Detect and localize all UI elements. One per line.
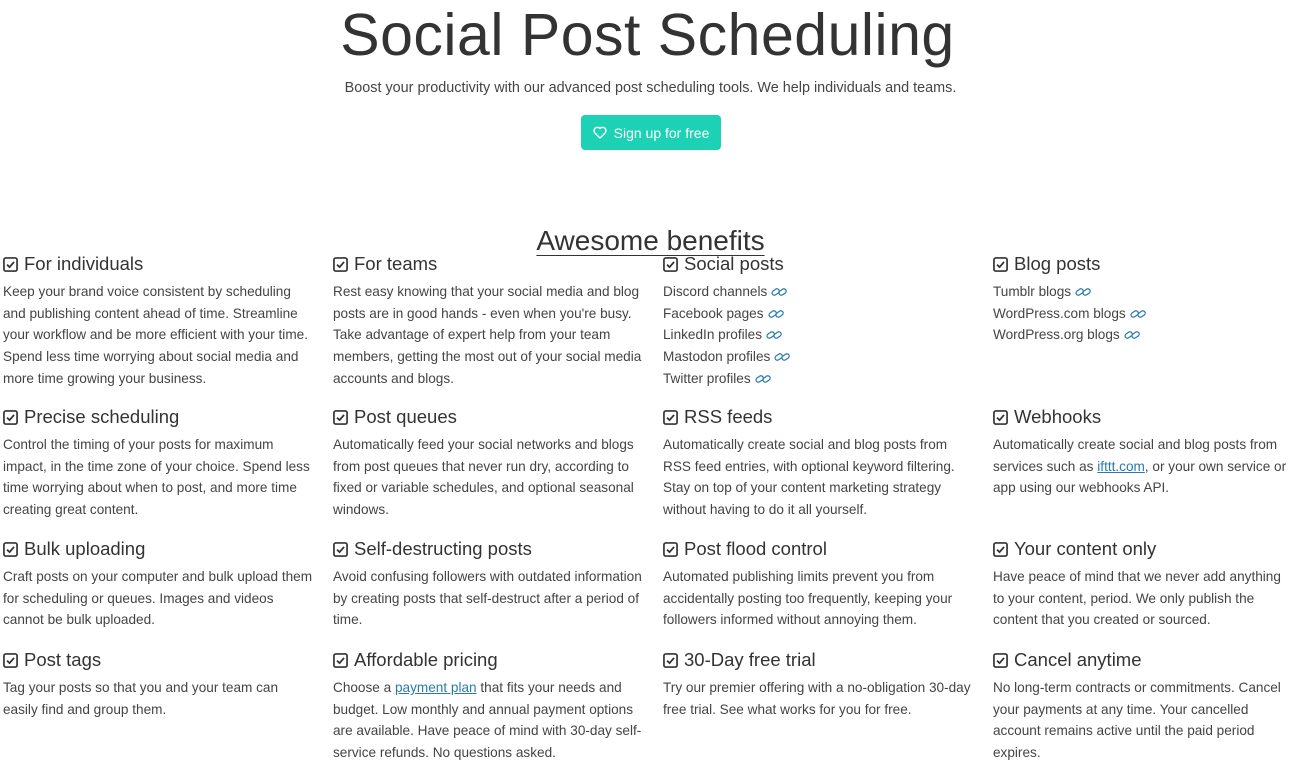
benefits-heading: Awesome benefits bbox=[536, 225, 765, 257]
list-item[interactable] bbox=[993, 324, 1295, 346]
benefit-post-tags bbox=[3, 648, 313, 720]
list-item-label: Twitter profiles bbox=[663, 370, 751, 386]
benefit-text: Automatically feed your social networks and blogs from post queues that never run dry, according to fixed or variable schedules, and optional seasonal windows. bbox=[333, 437, 634, 518]
checkbox-checked-icon bbox=[663, 410, 678, 425]
benefit-teams bbox=[333, 252, 643, 390]
benefit-text: Craft posts on your computer and bulk upload them for scheduling or queues. Images and videos cannot be bulk uploaded. bbox=[3, 569, 313, 628]
text-segment: Choose a bbox=[333, 680, 395, 695]
benefit-text bbox=[333, 677, 643, 764]
checkbox-checked-icon bbox=[993, 653, 1008, 668]
payment-plan-link[interactable]: payment plan bbox=[394, 680, 477, 695]
benefit-your-content-only bbox=[993, 537, 1293, 631]
benefit-title: For teams bbox=[354, 253, 438, 274]
benefit-self-destructing-posts bbox=[333, 537, 643, 631]
heart-icon bbox=[593, 126, 607, 139]
checkbox-checked-icon bbox=[333, 653, 348, 668]
benefit-title: 30-Day free trial bbox=[684, 649, 816, 670]
benefit-title: Your content only bbox=[1014, 538, 1157, 559]
benefit-cancel-anytime bbox=[993, 648, 1293, 764]
benefit-webhooks bbox=[993, 405, 1293, 499]
checkbox-checked-icon bbox=[663, 542, 678, 557]
link-icon[interactable] bbox=[766, 329, 783, 341]
benefit-text: Rest easy knowing that your social media and blog posts are in good hands - even when you're busy. Take advantage of expert help from your team members, getting the most out of your social media accounts and blogs. bbox=[333, 284, 642, 386]
checkbox-checked-icon bbox=[993, 410, 1008, 425]
benefit-free-trial bbox=[663, 648, 973, 720]
list-item[interactable] bbox=[663, 346, 973, 368]
list-item[interactable] bbox=[663, 368, 973, 390]
link-icon[interactable] bbox=[1130, 308, 1147, 320]
signup-button[interactable] bbox=[581, 115, 721, 150]
checkbox-checked-icon bbox=[3, 257, 18, 272]
benefit-text bbox=[993, 434, 1293, 499]
benefit-rss-feeds bbox=[663, 405, 973, 521]
benefit-title: For individuals bbox=[24, 253, 144, 274]
benefit-text: Keep your brand voice consistent by scheduling and publishing content ahead of time. Streamline your workflow and be more efficient with your time. Spend less time worrying about social media and more time growing your business. bbox=[3, 284, 308, 386]
benefit-title: Self-destructing posts bbox=[354, 538, 532, 559]
list-item[interactable] bbox=[993, 303, 1295, 325]
checkbox-checked-icon bbox=[993, 257, 1008, 272]
benefit-post-queues bbox=[333, 405, 643, 521]
benefit-text: Avoid confusing followers with outdated information by creating posts that self-destruct after a period of time. bbox=[333, 569, 642, 628]
blog-platform-list bbox=[993, 281, 1295, 346]
list-item-label: Mastodon profiles bbox=[663, 349, 771, 365]
text-segment: Automatically create social and blog posts from services such as bbox=[993, 437, 1278, 474]
benefit-title: Post tags bbox=[24, 649, 102, 670]
benefit-bulk-uploading bbox=[3, 537, 313, 631]
benefit-title: Post queues bbox=[354, 406, 457, 427]
benefit-text: Tag your posts so that you and your team can easily find and group them. bbox=[3, 680, 279, 717]
benefit-title: Social posts bbox=[684, 253, 784, 274]
list-item-label: WordPress.org blogs bbox=[993, 327, 1120, 343]
checkbox-checked-icon bbox=[333, 257, 348, 272]
signup-button-label: Sign up for free bbox=[613, 124, 710, 141]
list-item-label: LinkedIn profiles bbox=[663, 327, 762, 343]
benefit-title: Cancel anytime bbox=[1014, 649, 1142, 670]
benefit-individuals bbox=[3, 252, 313, 390]
checkbox-checked-icon bbox=[3, 653, 18, 668]
checkbox-checked-icon bbox=[663, 257, 678, 272]
page-title: Social Post Scheduling bbox=[340, 2, 955, 68]
benefit-text: Control the timing of your posts for maximum impact, in the time zone of your choice. Spend less time worrying about when to post, and more time creating great content. bbox=[3, 437, 310, 518]
list-item[interactable] bbox=[663, 303, 973, 325]
benefit-title: Precise scheduling bbox=[24, 406, 180, 427]
benefit-social-posts bbox=[663, 252, 973, 390]
link-icon[interactable] bbox=[771, 286, 788, 298]
list-item-label: Tumblr blogs bbox=[993, 284, 1072, 299]
text-segment: that fits your needs and budget. Low monthly and annual payment options are available. Have peace of mind with 30-day self-service refunds. No questions asked. bbox=[333, 680, 642, 761]
checkbox-checked-icon bbox=[3, 542, 18, 557]
list-item[interactable] bbox=[993, 281, 1295, 303]
link-icon[interactable] bbox=[1124, 329, 1141, 341]
text-segment: , or your own service or app using our webhooks API. bbox=[993, 458, 1287, 496]
link-icon[interactable] bbox=[768, 308, 785, 320]
hero-subtitle: Boost your productivity with our advanced post scheduling tools. We help individuals and teams. bbox=[344, 80, 957, 96]
benefit-text: Automated publishing limits prevent you from accidentally posting too frequently, keeping your followers informed without annoying them. bbox=[663, 569, 953, 628]
checkbox-checked-icon bbox=[663, 653, 678, 668]
list-item[interactable] bbox=[663, 281, 973, 303]
benefit-text: Automatically create social and blog posts from RSS feed entries, with optional keyword filtering. Stay on top of your content marketing strategy without having to do it all yourself. bbox=[663, 437, 955, 518]
benefit-title: Blog posts bbox=[1014, 253, 1101, 274]
benefit-affordable-pricing bbox=[333, 648, 643, 764]
link-icon[interactable] bbox=[755, 373, 772, 385]
benefit-post-flood-control bbox=[663, 537, 973, 631]
benefit-text: Try our premier offering with a no-obligation 30-day free trial. See what works for you for free. bbox=[663, 680, 971, 717]
benefit-title: RSS feeds bbox=[684, 406, 773, 427]
benefit-title: Webhooks bbox=[1014, 406, 1102, 427]
benefit-blog-posts bbox=[993, 252, 1295, 346]
ifttt-link[interactable]: ifttt.com bbox=[1097, 458, 1145, 474]
checkbox-checked-icon bbox=[333, 410, 348, 425]
benefit-title: Bulk uploading bbox=[24, 538, 146, 559]
link-icon[interactable] bbox=[774, 351, 791, 363]
benefit-title: Affordable pricing bbox=[354, 649, 498, 670]
benefit-text: No long-term contracts or commitments. Cancel your payments at any time. Your cancelled account remains active until the paid period expires. bbox=[993, 680, 1281, 761]
social-platform-list bbox=[663, 281, 973, 390]
benefit-text: Have peace of mind that we never add anything to your content, period. We only publish the content that you created or sourced. bbox=[993, 569, 1281, 628]
benefit-title: Post flood control bbox=[684, 538, 827, 559]
list-item[interactable] bbox=[663, 324, 973, 346]
checkbox-checked-icon bbox=[3, 410, 18, 425]
list-item-label: Facebook pages bbox=[663, 305, 764, 321]
link-icon[interactable] bbox=[1075, 286, 1092, 298]
list-item-label: Discord channels bbox=[663, 284, 768, 299]
benefit-precise-scheduling bbox=[3, 405, 313, 521]
checkbox-checked-icon bbox=[993, 542, 1008, 557]
list-item-label: WordPress.com blogs bbox=[993, 305, 1126, 321]
checkbox-checked-icon bbox=[333, 542, 348, 557]
